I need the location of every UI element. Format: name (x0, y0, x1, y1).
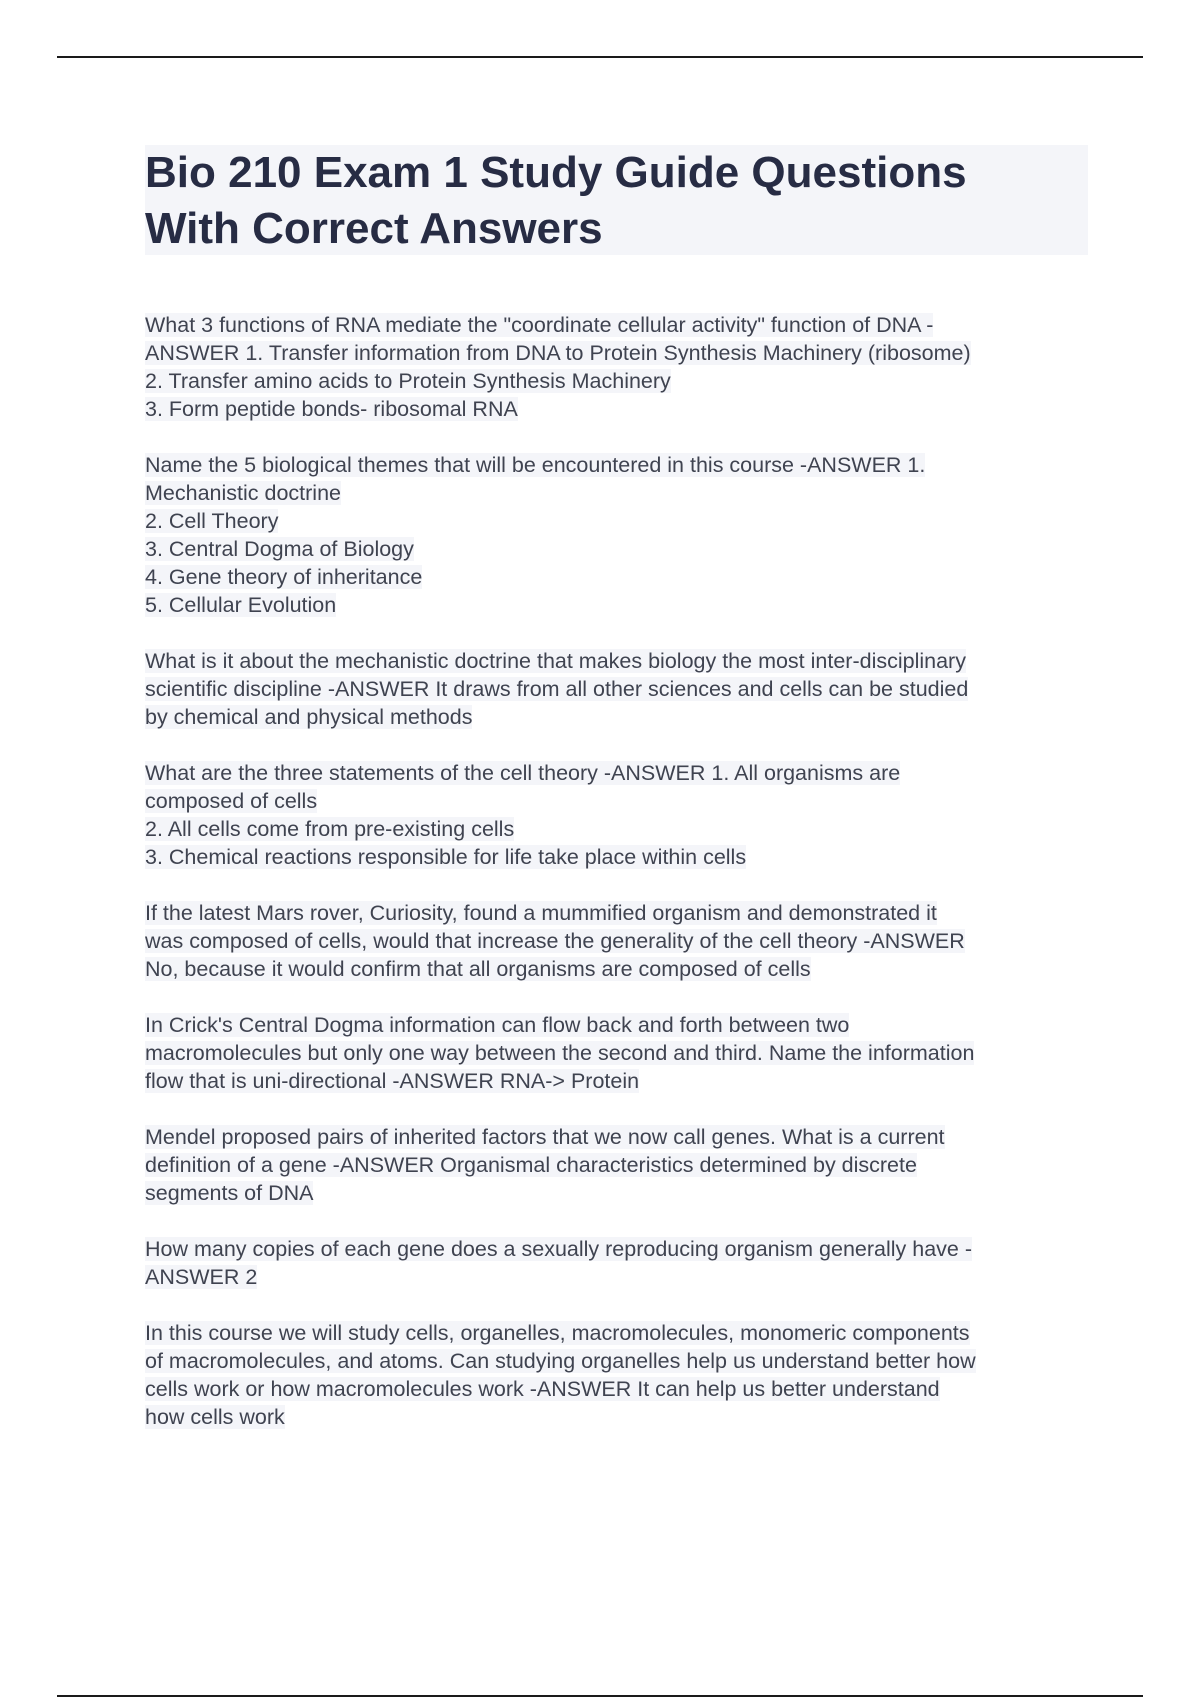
qa-line-text: of macromolecules, and atoms. Can studying organelles help us understand better how (145, 1349, 976, 1373)
qa-line (145, 367, 1105, 395)
qa-line-text: flow that is uni-directional -ANSWER RNA-> Protein (145, 1069, 640, 1093)
qa-line-text: In Crick's Central Dogma information can flow back and forth between two (145, 1013, 850, 1037)
qa-line-text: 2. Cell Theory (145, 509, 279, 533)
qa-line (145, 1039, 1105, 1067)
qa-line-text: 3. Chemical reactions responsible for life take place within cells (145, 845, 747, 869)
qa-line (145, 1151, 1105, 1179)
qa-line (145, 451, 1105, 479)
qa-line (145, 1179, 1105, 1207)
qa-line-text: by chemical and physical methods (145, 705, 473, 729)
qa-line (145, 759, 1105, 787)
qa-line-text: What 3 functions of RNA mediate the "coordinate cellular activity" function of DNA - (145, 313, 934, 337)
qa-line-text: Name the 5 biological themes that will be encountered in this course -ANSWER 1. (145, 453, 926, 477)
qa-content (145, 311, 1105, 1459)
qa-line (145, 1011, 1105, 1039)
qa-line (145, 339, 1105, 367)
qa-line (145, 815, 1105, 843)
qa-line-text: was composed of cells, would that increase the generality of the cell theory -ANSWER (145, 929, 965, 953)
qa-line-text: composed of cells (145, 789, 318, 813)
title-line: With Correct Answers (145, 204, 603, 253)
page-title (145, 145, 1088, 257)
qa-line (145, 1263, 1105, 1291)
top-rule (57, 56, 1143, 58)
qa-line (145, 535, 1105, 563)
qa-line (145, 395, 1105, 423)
qa-entry (145, 1319, 1105, 1431)
qa-line (145, 647, 1105, 675)
qa-line-text: How many copies of each gene does a sexually reproducing organism generally have - (145, 1237, 973, 1261)
qa-line (145, 1375, 1105, 1403)
qa-entry (145, 899, 1105, 983)
qa-line (145, 591, 1105, 619)
qa-line-text: definition of a gene -ANSWER Organismal characteristics determined by discrete (145, 1153, 917, 1177)
qa-line (145, 507, 1105, 535)
qa-line-text: What are the three statements of the cell theory -ANSWER 1. All organisms are (145, 761, 901, 785)
bottom-rule (57, 1695, 1143, 1697)
qa-line-text: macromolecules but only one way between the second and third. Name the information (145, 1041, 975, 1065)
qa-line-text: 3. Form peptide bonds- ribosomal RNA (145, 397, 518, 421)
qa-line-text: cells work or how macromolecules work -ANSWER It can help us better understand (145, 1377, 940, 1401)
qa-line (145, 955, 1105, 983)
qa-line-text: If the latest Mars rover, Curiosity, found a mummified organism and demonstrated it (145, 901, 937, 925)
qa-line-text: In this course we will study cells, organelles, macromolecules, monomeric components (145, 1321, 970, 1345)
qa-line-text: 4. Gene theory of inheritance (145, 565, 423, 589)
qa-line (145, 927, 1105, 955)
qa-entry (145, 311, 1105, 423)
title-line: Bio 210 Exam 1 Study Guide Questions (145, 148, 967, 197)
qa-line (145, 479, 1105, 507)
qa-line-text: What is it about the mechanistic doctrine that makes biology the most inter-disciplinary (145, 649, 966, 673)
qa-entry (145, 759, 1105, 871)
qa-line-text: 3. Central Dogma of Biology (145, 537, 414, 561)
qa-line (145, 1347, 1105, 1375)
qa-entry (145, 1123, 1105, 1207)
qa-line-text: ANSWER 2 (145, 1265, 258, 1289)
qa-line-text: how cells work (145, 1405, 285, 1429)
qa-line-text: No, because it would confirm that all organisms are composed of cells (145, 957, 811, 981)
qa-line-text: 2. All cells come from pre-existing cells (145, 817, 515, 841)
qa-line-text: segments of DNA (145, 1181, 314, 1205)
qa-entry (145, 451, 1105, 619)
qa-line-text: Mechanistic doctrine (145, 481, 341, 505)
qa-line (145, 311, 1105, 339)
qa-line (145, 899, 1105, 927)
qa-entry (145, 647, 1105, 731)
title-block (145, 145, 1088, 255)
qa-line (145, 1403, 1105, 1431)
qa-line (145, 787, 1105, 815)
qa-line (145, 843, 1105, 871)
qa-line (145, 703, 1105, 731)
qa-line (145, 1123, 1105, 1151)
qa-line-text: scientific discipline -ANSWER It draws from all other sciences and cells can be studied (145, 677, 969, 701)
qa-line (145, 675, 1105, 703)
qa-line-text: Mendel proposed pairs of inherited factors that we now call genes. What is a current (145, 1125, 945, 1149)
qa-line (145, 1319, 1105, 1347)
qa-line (145, 563, 1105, 591)
qa-entry (145, 1011, 1105, 1095)
qa-line-text: 2. Transfer amino acids to Protein Synthesis Machinery (145, 369, 671, 393)
qa-line-text: 5. Cellular Evolution (145, 593, 337, 617)
qa-line-text: ANSWER 1. Transfer information from DNA to Protein Synthesis Machinery (ribosome) (145, 341, 971, 365)
qa-line (145, 1067, 1105, 1095)
qa-entry (145, 1235, 1105, 1291)
qa-line (145, 1235, 1105, 1263)
